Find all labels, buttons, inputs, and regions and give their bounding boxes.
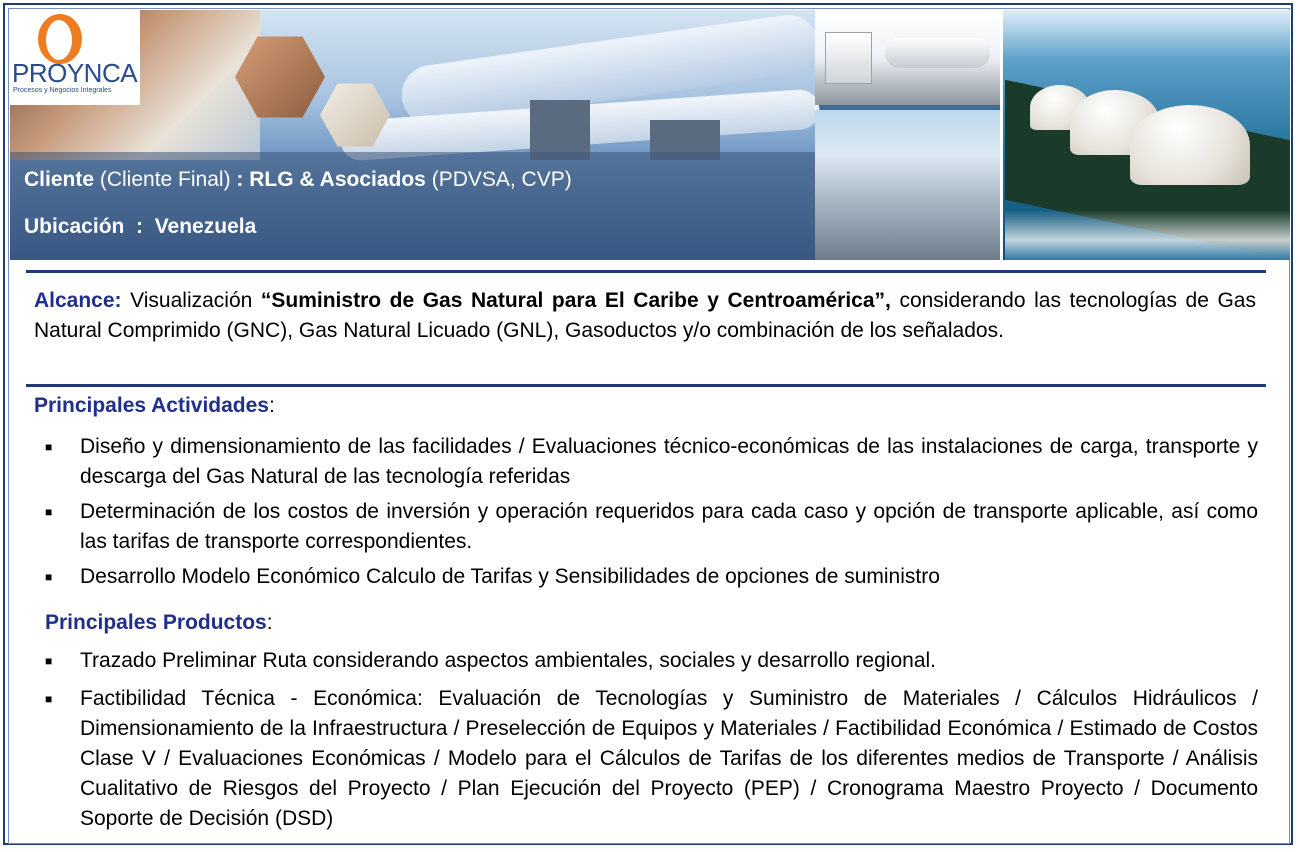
productos-heading xyxy=(45,611,273,635)
bullet-icon: ■ xyxy=(45,570,53,584)
productos-colon: : xyxy=(266,611,273,634)
productos-label: Principales Productos xyxy=(45,611,267,634)
cliente-detalle: (PDVSA, CVP) xyxy=(431,168,572,191)
bullet-icon: ■ xyxy=(45,505,53,519)
logo-tagline: Procesos y Negocios Integrales xyxy=(13,87,112,94)
logo-text: PROYNCA xyxy=(12,58,138,88)
cliente-tipo: (Cliente Final) xyxy=(99,168,231,191)
alcance-label: Alcance: xyxy=(34,289,122,312)
bullet-icon: ■ xyxy=(45,440,53,454)
alcance-intro: Visualización xyxy=(121,289,261,312)
company-logo xyxy=(10,10,140,105)
list-item xyxy=(40,497,1258,557)
list-item-text: Diseño y dimensionamiento de las facilidades / Evaluaciones técnico-económicas de las instalaciones de carga, transporte y descarga del Gas Natural de las tecnología referidas xyxy=(80,435,1258,488)
pipeline-photo xyxy=(10,10,815,260)
truck-cab-graphic xyxy=(825,32,872,84)
list-item xyxy=(40,684,1258,834)
ubicacion-valor: Venezuela xyxy=(154,215,257,238)
bullet-icon: ■ xyxy=(45,654,53,668)
alcance-resto: considerando las tecnologías de Gas Natural Comprimido (GNC), Gas Natural Licuado (GNL), Gasoductos y/o combinación de los señalados. xyxy=(34,289,1256,342)
cliente-sep: : xyxy=(236,168,244,191)
ubicacion-line xyxy=(24,215,256,239)
tank-graphic xyxy=(885,38,990,68)
list-item xyxy=(40,432,1258,492)
divider-rule xyxy=(26,384,1266,387)
list-item xyxy=(40,646,1258,676)
ubicacion-label: Ubicación xyxy=(24,215,125,238)
actividades-heading xyxy=(34,394,275,418)
ship-wake-graphic xyxy=(1005,210,1290,260)
ship-dome-graphic xyxy=(1130,105,1250,185)
logo-swoosh-inner xyxy=(46,20,72,60)
header-banner xyxy=(10,10,1290,260)
list-item-text: Desarrollo Modelo Económico Calculo de Tarifas y Sensibilidades de opciones de suministro xyxy=(80,565,940,588)
list-item-text: Factibilidad Técnica - Económica: Evaluación de Tecnologías y Suministro de Materiales / Cálculos Hidráulicos / Dimensionamiento de la Infraestructura / Preselección de Equipos y Materiales / Factibilidad Económica / Estimado de Costos Clase V / Evaluaciones Económicas / Modelo para el Cálculos de Tarifas de los diferentes medios de Transporte / Análisis Cualitativo de Riesgos del Proyecto / Plan Ejecución del Proyecto (PEP) / Cronograma Maestro Proyecto / Documento Soporte de Decisión (DSD) xyxy=(80,687,1258,830)
actividades-colon: : xyxy=(269,394,275,417)
actividades-list xyxy=(40,432,1258,597)
ubicacion-sep: : xyxy=(136,215,144,238)
list-item-text: Trazado Preliminar Ruta considerando aspectos ambientales, sociales y desarrollo regional. xyxy=(80,649,936,672)
cliente-label: Cliente xyxy=(24,168,95,191)
list-item xyxy=(40,562,1258,592)
productos-list xyxy=(40,646,1258,834)
alcance-titulo: “Suministro de Gas Natural para El Caribe y Centroamérica”, xyxy=(260,289,891,312)
divider-rule xyxy=(26,270,1266,273)
actividades-label: Principales Actividades xyxy=(34,394,269,417)
cliente-nombre: RLG & Asociados xyxy=(249,168,426,191)
alcance-paragraph xyxy=(34,286,1256,346)
list-item-text: Determinación de los costos de inversión y operación requeridos para cada caso y opción de transporte aplicable, así como las tarifas de transporte correspondientes. xyxy=(80,500,1258,553)
rig-graphic xyxy=(530,100,590,160)
pier-photo xyxy=(815,110,1000,260)
bullet-icon: ■ xyxy=(45,692,53,706)
cliente-line xyxy=(24,168,572,192)
